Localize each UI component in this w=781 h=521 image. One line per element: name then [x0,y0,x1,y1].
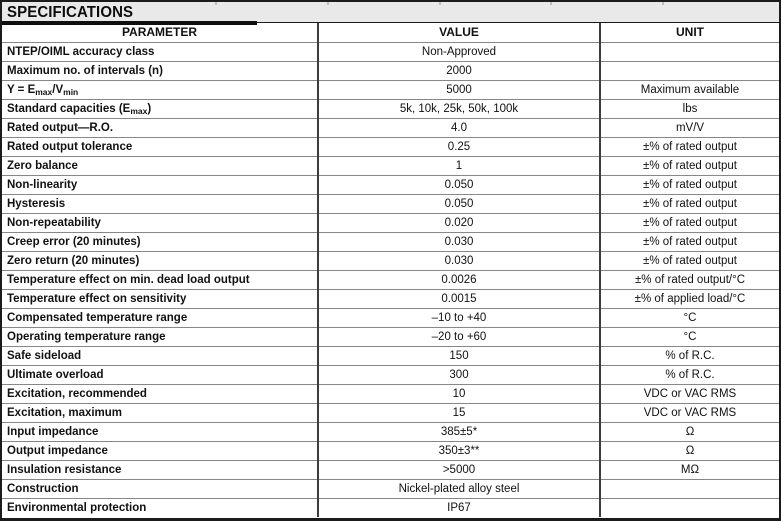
unit-cell: ±% of rated output [600,213,779,232]
param-cell: Temperature effect on sensitivity [2,289,318,308]
unit-cell: ±% of rated output [600,251,779,270]
value-cell: 350±3** [318,441,600,460]
header-value: VALUE [318,23,600,42]
value-cell: –10 to +40 [318,308,600,327]
param-cell: Zero return (20 minutes) [2,251,318,270]
table-row [2,42,779,61]
unit-cell: mV/V [600,118,779,137]
header-parameter: PARAMETER [2,23,318,42]
value-cell: 300 [318,365,600,384]
unit-cell [600,42,779,61]
table-row [2,308,779,327]
grid-tick [439,2,441,5]
value-cell: 0.020 [318,213,600,232]
param-cell: Ultimate overload [2,365,318,384]
table-row [2,403,779,422]
value-cell: 10 [318,384,600,403]
header-row [2,23,779,42]
value-cell: 0.0015 [318,289,600,308]
table-row [2,498,779,517]
specifications-table [2,23,779,517]
title-underline [0,21,257,25]
value-cell: 2000 [318,61,600,80]
unit-cell: lbs [600,99,779,118]
value-cell: 0.25 [318,137,600,156]
table-row [2,327,779,346]
table-row [2,61,779,80]
unit-cell: Ω [600,441,779,460]
grid-tick [327,2,329,5]
unit-cell [600,61,779,80]
unit-cell [600,479,779,498]
param-cell: Excitation, recommended [2,384,318,403]
param-cell: Temperature effect on min. dead load output [2,270,318,289]
header-unit: UNIT [600,23,779,42]
unit-cell: ±% of rated output [600,156,779,175]
param-cell: Creep error (20 minutes) [2,232,318,251]
value-cell: 4.0 [318,118,600,137]
param-cell: $Y = E_{max}/V_{min}$ [2,80,318,99]
unit-cell: VDC or VAC RMS [600,403,779,422]
unit-cell: % of R.C. [600,365,779,384]
table-row [2,232,779,251]
value-cell: 0.0026 [318,270,600,289]
value-cell: IP67 [318,498,600,517]
grid-tick [215,2,217,5]
table-row [2,213,779,232]
value-cell: 0.050 [318,194,600,213]
table-row [2,80,779,99]
unit-cell: ±% of rated output [600,232,779,251]
value-cell: –20 to +60 [318,327,600,346]
table-row [2,194,779,213]
grid-tick [550,2,552,5]
unit-cell: °C [600,308,779,327]
value-cell: Non-Approved [318,42,600,61]
value-cell: 385±5* [318,422,600,441]
table-row [2,99,779,118]
unit-cell: ±% of rated output/°C [600,270,779,289]
param-cell: Compensated temperature range [2,308,318,327]
value-cell: 5k, 10k, 25k, 50k, 100k [318,99,600,118]
value-cell: 150 [318,346,600,365]
unit-cell: % of R.C. [600,346,779,365]
unit-cell: ±% of rated output [600,137,779,156]
param-cell: Safe sideload [2,346,318,365]
value-cell: 5000 [318,80,600,99]
param-cell: Insulation resistance [2,460,318,479]
table-row [2,156,779,175]
grid-tick [662,2,664,5]
table-row [2,137,779,156]
value-cell: 0.030 [318,232,600,251]
unit-cell: °C [600,327,779,346]
param-cell: Excitation, maximum [2,403,318,422]
value-cell: Nickel-plated alloy steel [318,479,600,498]
unit-cell: MΩ [600,460,779,479]
table-row [2,118,779,137]
table-row [2,270,779,289]
value-cell: 15 [318,403,600,422]
param-cell: Rated output—R.O. [2,118,318,137]
param-cell: Output impedance [2,441,318,460]
table-row [2,365,779,384]
unit-cell: ±% of applied load/°C [600,289,779,308]
value-cell: 0.030 [318,251,600,270]
unit-cell: VDC or VAC RMS [600,384,779,403]
table-row [2,175,779,194]
param-cell: Zero balance [2,156,318,175]
table-row [2,422,779,441]
param-cell: Maximum no. of intervals (n) [2,61,318,80]
spec-table-body [2,42,779,517]
value-cell: 1 [318,156,600,175]
table-title: SPECIFICATIONS [7,3,134,21]
param-cell: NTEP/OIML accuracy class [2,42,318,61]
param-cell: Operating temperature range [2,327,318,346]
table-row [2,384,779,403]
param-cell: Non-repeatability [2,213,318,232]
param-cell: Environmental protection [2,498,318,517]
unit-cell: ±% of rated output [600,175,779,194]
param-cell: Construction [2,479,318,498]
table-row [2,479,779,498]
param-cell: Standard capacities $(E_{max})$ [2,99,318,118]
table-row [2,441,779,460]
param-cell: Non-linearity [2,175,318,194]
param-cell: Rated output tolerance [2,137,318,156]
unit-cell: Maximum available [600,80,779,99]
table-row [2,460,779,479]
value-cell: 0.050 [318,175,600,194]
unit-cell: Ω [600,422,779,441]
table-title-bar [2,2,779,23]
param-cell: Hysteresis [2,194,318,213]
value-cell: >5000 [318,460,600,479]
unit-cell [600,498,779,517]
table-row [2,289,779,308]
table-row [2,251,779,270]
table-row [2,346,779,365]
unit-cell: ±% of rated output [600,194,779,213]
param-cell: Input impedance [2,422,318,441]
